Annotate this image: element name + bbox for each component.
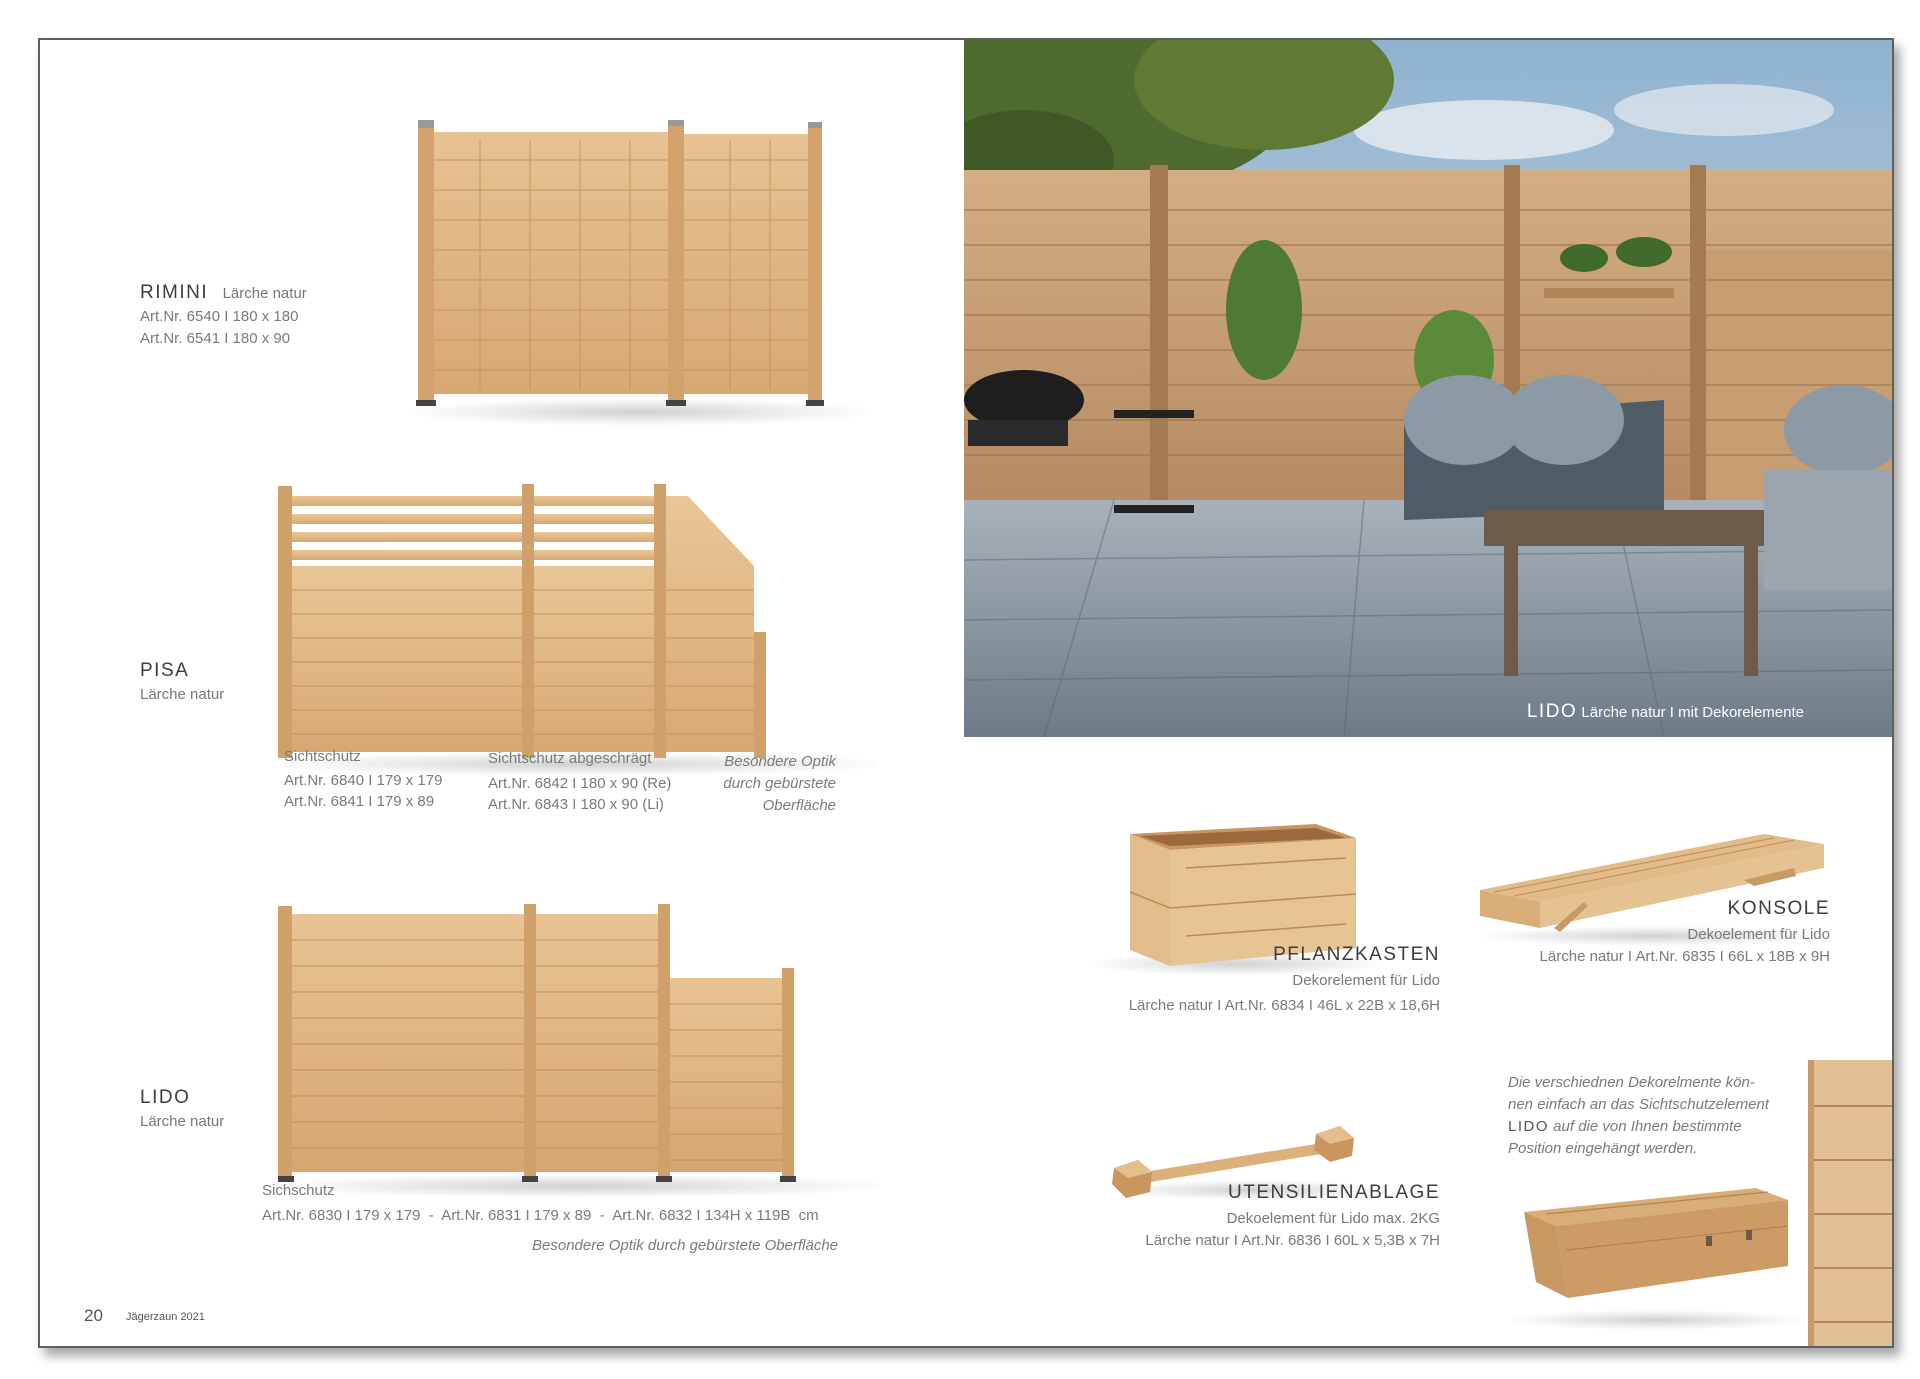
pisa-note-line-1: Besondere Optik xyxy=(724,753,836,770)
rimini-article-2: Art.Nr. 6541 I 180 x 90 xyxy=(140,330,291,347)
lido-material: Lärche natur xyxy=(140,1113,225,1130)
pflanzkasten-title: PFLANZKASTEN xyxy=(1273,944,1440,965)
info-brand: LIDO xyxy=(1508,1118,1550,1135)
info-line-1: Die verschiednen Dekorelmente kön- xyxy=(1508,1074,1755,1091)
utensilienablage-line-1: Dekoelement für Lido max. 2KG xyxy=(1226,1210,1440,1227)
pisa-col2-article-2: Art.Nr. 6843 I 180 x 90 (Li) xyxy=(488,796,664,813)
konsole-title: KONSOLE xyxy=(1727,898,1830,919)
info-line-2: nen einfach an das Sichtschutzelement xyxy=(1508,1096,1769,1113)
konsole-line-1: Dekoelement für Lido xyxy=(1687,926,1830,943)
pisa-note-line-3: Oberfläche xyxy=(762,797,836,814)
rimini-heading xyxy=(140,282,307,304)
photo-caption-title: LIDO xyxy=(1526,701,1578,722)
pisa-col2-article-1: Art.Nr. 6842 I 180 x 90 (Re) xyxy=(488,775,672,792)
fence-edge-image xyxy=(1808,1060,1892,1346)
catalog-page xyxy=(38,38,1894,1348)
lido-heading: Sichschutz xyxy=(262,1182,335,1199)
pflanzkasten-line-1: Dekorelement für Lido xyxy=(1292,972,1440,989)
pisa-note xyxy=(680,751,836,817)
info-line-4: Position eingehängt werden. xyxy=(1508,1140,1698,1157)
pisa-col1-article-2: Art.Nr. 6841 I 179 x 89 xyxy=(284,793,435,810)
lido-articles: Art.Nr. 6830 I 179 x 179 - Art.Nr. 6831 I 179 x 89 - Art.Nr. 6832 I 134H x 119B cm xyxy=(262,1207,819,1224)
pisa-col2-heading: Sichtschutz abgeschrägt xyxy=(488,750,652,767)
pisa-col1-heading: Sichtschutz xyxy=(284,748,361,765)
pisa-title: PISA xyxy=(140,660,190,681)
lido-note: Besondere Optik durch gebürstete Oberfläche xyxy=(532,1237,839,1254)
lido-patio-photo xyxy=(964,40,1892,737)
utensilienablage-title: UTENSILIENABLAGE xyxy=(1228,1182,1440,1203)
photo-caption-text: Lärche natur I mit Dekorelemente xyxy=(1581,704,1804,721)
pisa-fence-image xyxy=(278,480,878,780)
rimini-fence-image xyxy=(410,120,870,430)
info-line-3 xyxy=(1508,1116,1838,1138)
rimini-article-1: Art.Nr. 6540 I 180 x 180 xyxy=(140,308,299,325)
konsole-line-2: Lärche natur I Art.Nr. 6835 I 66L x 18B x 9H xyxy=(1539,948,1830,965)
rimini-material: Lärche natur xyxy=(222,285,307,302)
pisa-col1-article-1: Art.Nr. 6840 I 179 x 179 xyxy=(284,772,443,789)
pflanzkasten-line-2: Lärche natur I Art.Nr. 6834 I 46L x 22B x 18,6H xyxy=(1128,997,1440,1014)
utensilienablage-line-2: Lärche natur I Art.Nr. 6836 I 60L x 5,3B x 7H xyxy=(1145,1232,1440,1249)
pisa-note-line-2: durch gebürstete xyxy=(723,775,836,792)
info-line-3-rest: auf die von Ihnen bestimmte xyxy=(1549,1118,1742,1135)
photo-caption xyxy=(1527,701,1804,723)
wooden-box-image xyxy=(1506,1170,1806,1340)
pisa-material: Lärche natur xyxy=(140,686,225,703)
rimini-title: RIMINI xyxy=(140,282,209,303)
page-number: 20 xyxy=(84,1306,103,1325)
lido-fence-image xyxy=(278,900,878,1200)
footer-brand: Jägerzaun 2021 xyxy=(126,1311,205,1323)
info-text xyxy=(1508,1072,1838,1160)
lido-title: LIDO xyxy=(140,1087,191,1108)
